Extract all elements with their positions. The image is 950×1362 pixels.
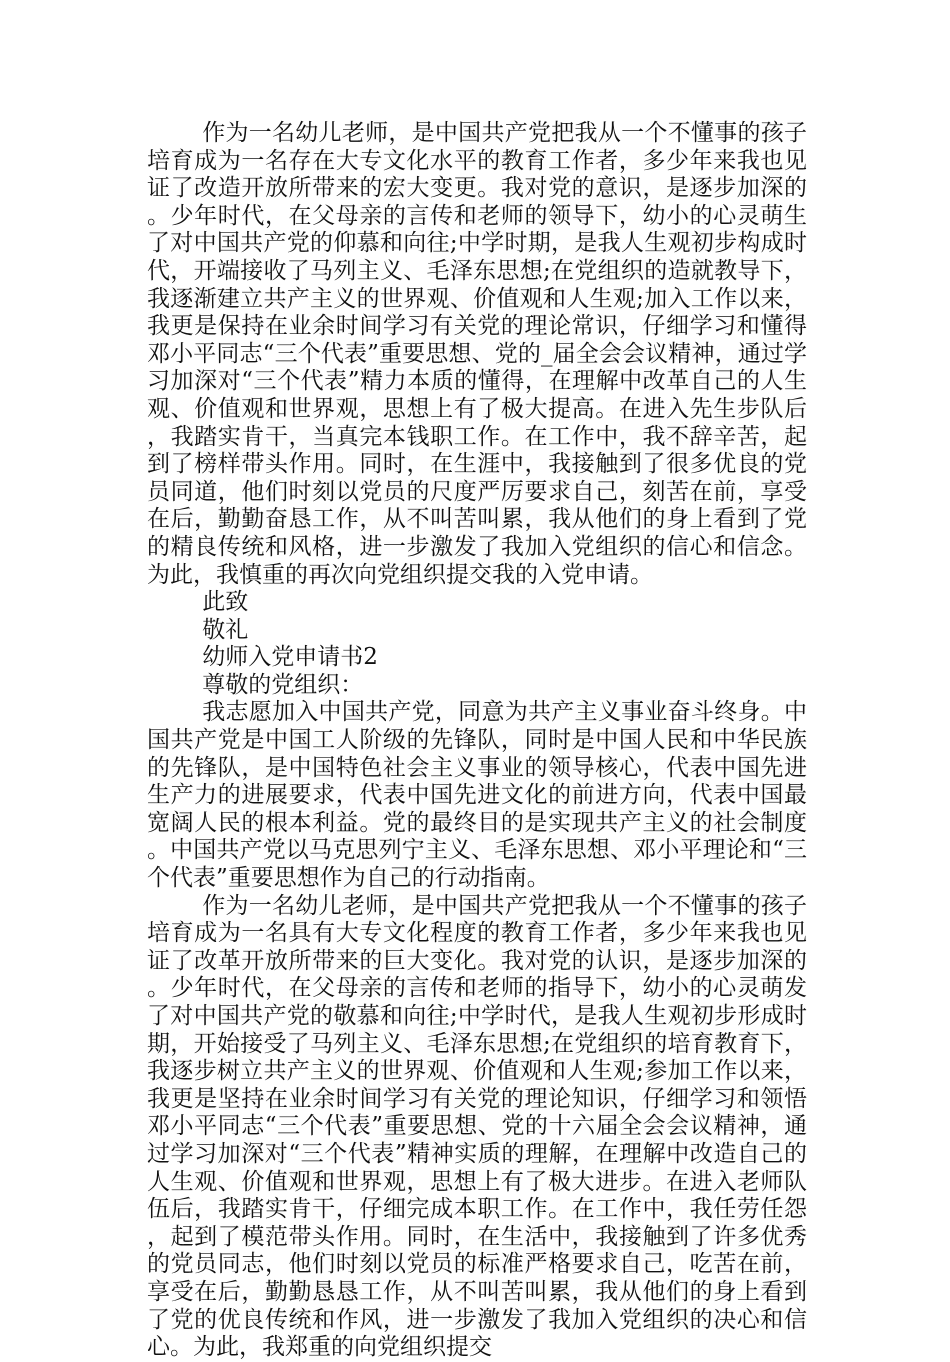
paragraph-application-reason-2: 作为一名幼儿老师，是中国共产党把我从一个不懂事的孩子培育成为一名具有大专文化程度的教育工作者，多少年来我也见证了改革开放所带来的巨大变化。我对党的认识，是逐步加深的。少年时代，在父母亲的言传和老师的指导下，幼小的心灵萌发了对中国共产党的敬慕和向往;中学时代，是我人生观初步形成时期，开始接受了马列主义、毛泽东思想;在党组织的培育教育下，我逐步树立共产主义的世界观、价值观和人生观;参加工作以来，我更是坚持在业余时间学习有关党的理论知识，仔细学习和领悟邓小平同志“三个代表”重要思想、党的十六届全会会议精神，通过学习加深对“三个代表”精神实质的理解，在理解中改造自己的人生观、价值观和世界观，思想上有了极大进步。在进入老师队伍后，我踏实肯干，仔细完成本职工作。在工作中，我任劳任怨，起到了模范带头作用。同时，在生活中，我接触到了许多优秀的党员同志，他们时刻以党员的标准严格要求自己，吃苦在前，享受在后，勤勤恳恳工作，从不叫苦叫累，我从他们的身上看到了党的优良传统和作风，进一步激发了我加入党组织的决心和信心。为此，我郑重的向党组织提交	[147, 892, 807, 1361]
closing-respect: 敬礼	[202, 616, 249, 643]
closing-salutation: 此致	[202, 589, 249, 616]
greeting: 尊敬的党组织：	[202, 671, 364, 698]
document-body	[147, 120, 807, 1362]
paragraph-party-pledge: 我志愿加入中国共产党，同意为共产主义事业奋斗终身。中国共产党是中国工人阶级的先锋队，同时是中国人民和中华民族的先锋队，是中国特色社会主义事业的领导核心，代表中国先进生产力的进展要求，代表中国先进文化的前进方向，代表中国最宽阔人民的根本利益。党的最终目的是实现共产主义的社会制度。中国共产党以马克思列宁主义、毛泽东思想、邓小平理论和“三个代表”重要思想作为自己的行动指南。	[147, 699, 807, 892]
paragraph-application-reason-1: 作为一名幼儿老师，是中国共产党把我从一个不懂事的孩子培育成为一名存在大专文化水平的教育工作者，多少年来我也见证了改造开放所带来的宏大变更。我对党的意识，是逐步加深的。少年时代，在父母亲的言传和老师的领导下，幼小的心灵萌生了对中国共产党的仰慕和向往;中学时期，是我人生观初步构成时代，开端接收了马列主义、毛泽东思想;在党组织的造就教导下，我逐渐建立共产主义的世界观、价值观和人生观;加入工作以来，我更是保持在业余时间学习有关党的理论常识，仔细学习和懂得邓小平同志“三个代表”重要思想、党的_届全会会议精神，通过学习加深对“三个代表”精力本质的懂得，在理解中改革自己的人生观、价值观和世界观，思想上有了极大提高。在进入先生步队后，我踏实肯干，当真完本钱职工作。在工作中，我不辞辛苦，起到了榜样带头作用。同时，在生涯中，我接触到了很多优良的党员同道，他们时刻以党员的尺度严厉要求自己，刻苦在前，享受在后，勤勤奋恳工作，从不叫苦叫累，我从他们的身上看到了党的精良传统和风格，进一步激发了我加入党组织的信心和信念。为此，我慎重的再次向党组织提交我的入党申请。	[147, 120, 807, 588]
section-title: 幼师入党申请书2	[202, 644, 378, 671]
